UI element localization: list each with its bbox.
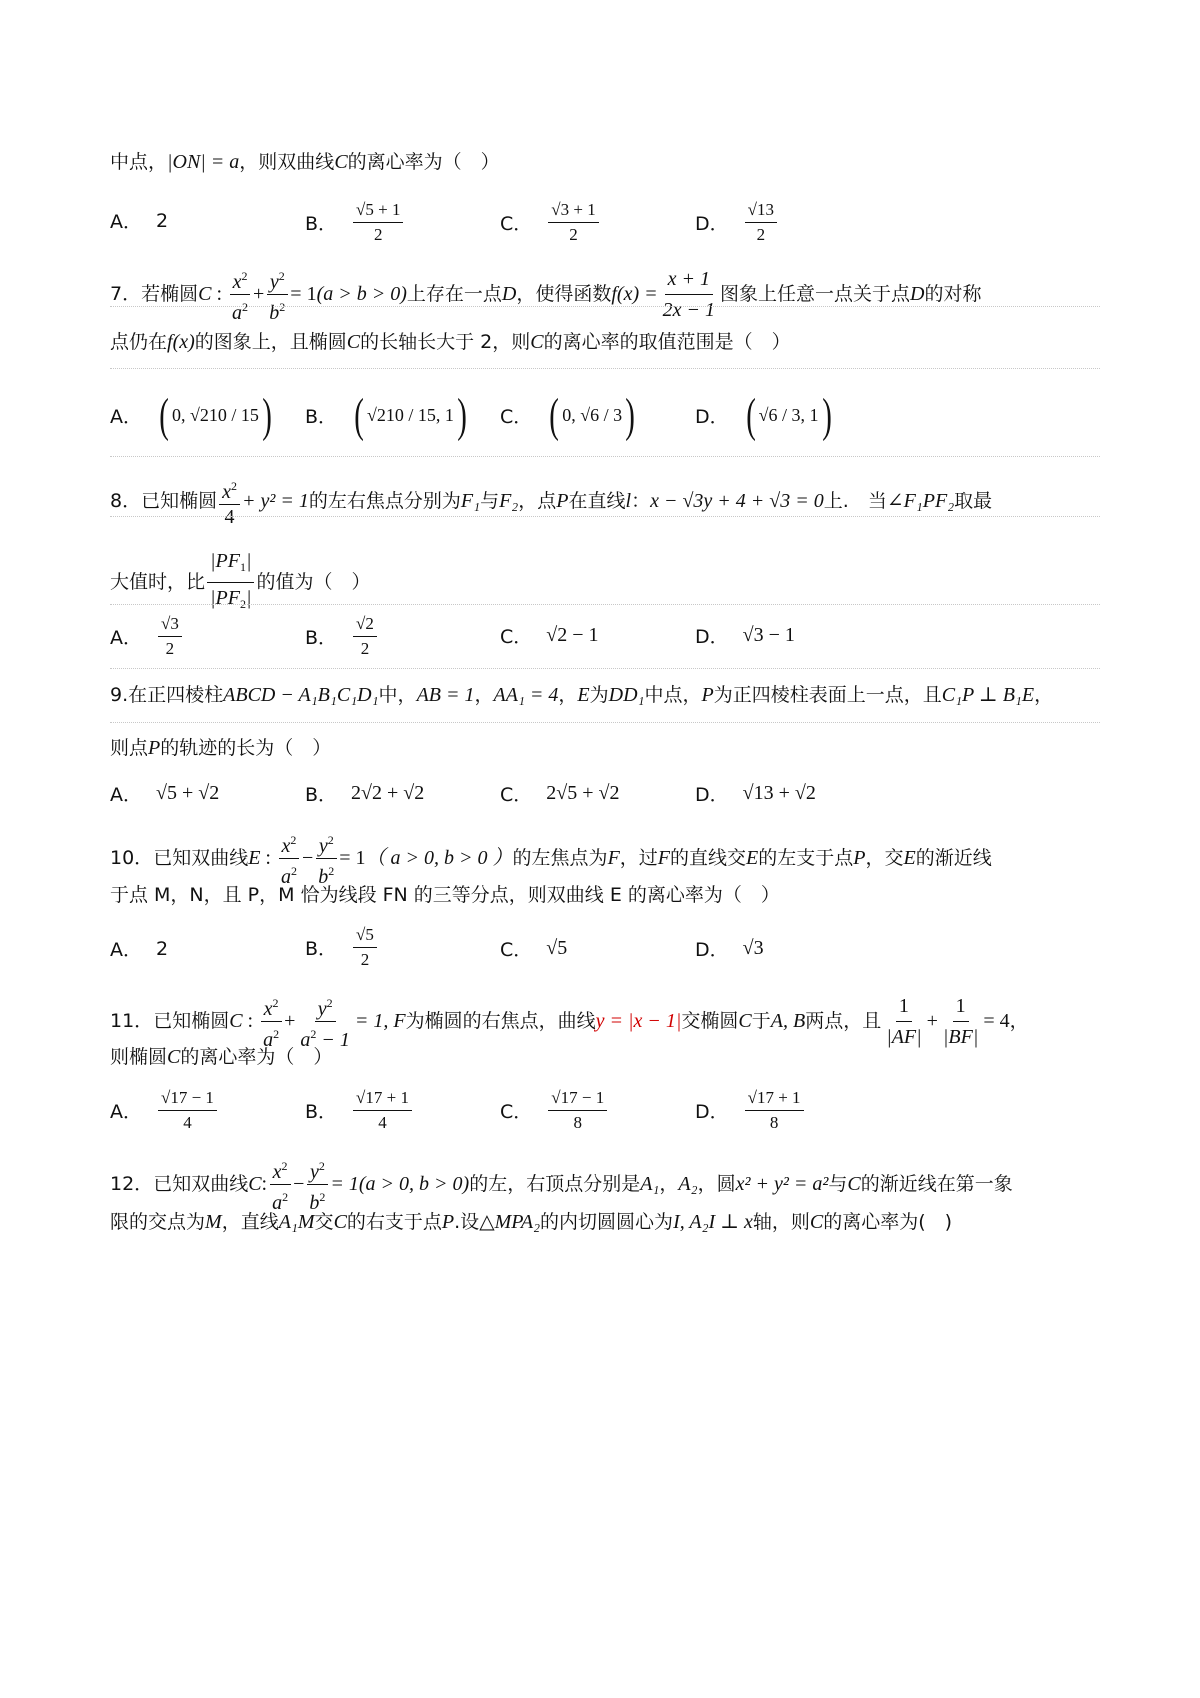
q10-line2: 于点 M，N，且 P，M 恰为线段 FN 的三等分点，则双曲线 E 的离心率为（ ） [110, 884, 780, 906]
q11-option-d[interactable]: D． $\frac{√17 + 1}{8}$ [695, 1088, 806, 1133]
q7-option-d[interactable]: D． ( √6 / 3, 1 ) [695, 389, 832, 442]
q9-option-b[interactable]: B． 2√2 + √2 [305, 782, 425, 806]
q7-line2: 点仍在f(x)的图象上，且椭圆C的长轴长大于 2，则C的离心率的取值范围是（ ） [110, 331, 791, 353]
rule [110, 668, 1100, 669]
q10-line1: 10．已知双曲线E : $\frac{x^2}{a^2}$ − $\frac{y^2}{b^2}$ = 1（ a > 0, b > 0 ）的左焦点为F，过F的直线交E的左支于点P，交E的渐近线 [110, 830, 992, 887]
q11-option-a[interactable]: A． $\frac{√17 - 1}{4}$ [110, 1088, 219, 1133]
q11-option-b[interactable]: B． $\frac{√17 + 1}{4}$ [305, 1088, 414, 1133]
q8-option-a[interactable]: A． $\frac{√3}{2}$ [110, 614, 184, 659]
q7-option-a[interactable]: A． ( 0, √210 / 15 ) [110, 389, 272, 442]
q8-option-b[interactable]: B． $\frac{√2}{2}$ [305, 614, 379, 659]
q9-option-c[interactable]: C． 2√5 + √2 [500, 782, 620, 806]
rule [110, 456, 1100, 457]
q6-option-a[interactable]: A． 2 [110, 209, 169, 233]
q10-option-a[interactable]: A． 2 [110, 937, 169, 961]
q8-option-c[interactable]: C． √2 − 1 [500, 624, 599, 648]
rule [110, 516, 1100, 517]
q6-option-d[interactable]: D． $\frac{√13}{2}$ [695, 200, 779, 245]
q12-line1: 12．已知双曲线C: $\frac{x^2}{a^2}$ − $\frac{y^2}{b^2}$ = 1(a > 0, b > 0)的左，右顶点分别是A₁，A₂，圆x² + y² = a²与C的渐近线在第一象 [110, 1156, 1013, 1213]
q7-option-b[interactable]: B． ( √210 / 15, 1 ) [305, 389, 467, 442]
q9-line2: 则点P的轨迹的长为（ ） [110, 737, 332, 759]
q12-line2: 限的交点为M，直线A₁M交C的右支于点P.设△MPA₂的内切圆圆心为I, A₂I ⊥ x轴，则C的离心率为( ) [110, 1211, 953, 1233]
q7-line1: 7．若椭圆C : $\frac{x^2}{a^2}$ + $\frac{y^2}{b^2}$ = 1(a > b > 0)上存在一点D，使得函数f(x) = $\frac{x + 1}{2x - 1}$ 图象上任意一点关于点D的对称 [110, 268, 982, 324]
q6-continuation: 中点，|ON| = a，则双曲线C的离心率为（ ） [110, 151, 500, 173]
q9-option-d[interactable]: D． √13 + √2 [695, 782, 816, 806]
q11-line1: 11．已知椭圆C : $\frac{x^2}{a^2}$ + $\frac{y^2}{a^2 - 1}$ = 1, F为椭圆的右焦点，曲线y = |x − 1|交椭圆C于A, B两点，且 $\frac{1}{|AF|}$ + $\frac{1}{|BF|}$ = 4， [110, 995, 1029, 1051]
q10-option-d[interactable]: D． √3 [695, 937, 764, 961]
q6-option-c[interactable]: C． $\frac{√3 + 1}{2}$ [500, 200, 601, 245]
rule [110, 604, 1100, 605]
q9-option-a[interactable]: A． √5 + √2 [110, 782, 220, 806]
q8-line2: 大值时，比 $\frac{|PF_1|}{|PF_2|}$ 的值为（ ） [110, 550, 371, 611]
on-abs: |ON| = a [167, 151, 240, 173]
q10-option-c[interactable]: C． √5 [500, 937, 568, 961]
q11-line2: 则椭圆C的离心率为（ ） [110, 1046, 333, 1068]
q6-option-b[interactable]: B． $\frac{√5 + 1}{2}$ [305, 200, 405, 245]
q7-option-c[interactable]: C． ( 0, √6 / 3 ) [500, 389, 635, 442]
q8-line1: 8．已知椭圆 $\frac{x^2}{4}$ + y² = 1的左右焦点分别为F₁与F₂，点P在直线l：x − √3y + 4 + √3 = 0上. 当∠F₁PF₂取最 [110, 476, 992, 527]
q10-option-b[interactable]: B． $\frac{√5}{2}$ [305, 925, 379, 970]
q11-option-c[interactable]: C． $\frac{√17 - 1}{8}$ [500, 1088, 609, 1133]
q8-option-d[interactable]: D． √3 − 1 [695, 624, 795, 648]
rule [110, 368, 1100, 369]
highlighted-curve: y = |x − 1| [595, 1010, 682, 1032]
rule [110, 306, 1100, 307]
rule [110, 722, 1100, 723]
q9-line1: 9.在正四棱柱ABCD − A₁B₁C₁D₁中，AB = 1，AA₁ = 4，E为DD₁中点，P为正四棱柱表面上一点，且C₁P ⊥ B₁E， [110, 684, 1054, 706]
